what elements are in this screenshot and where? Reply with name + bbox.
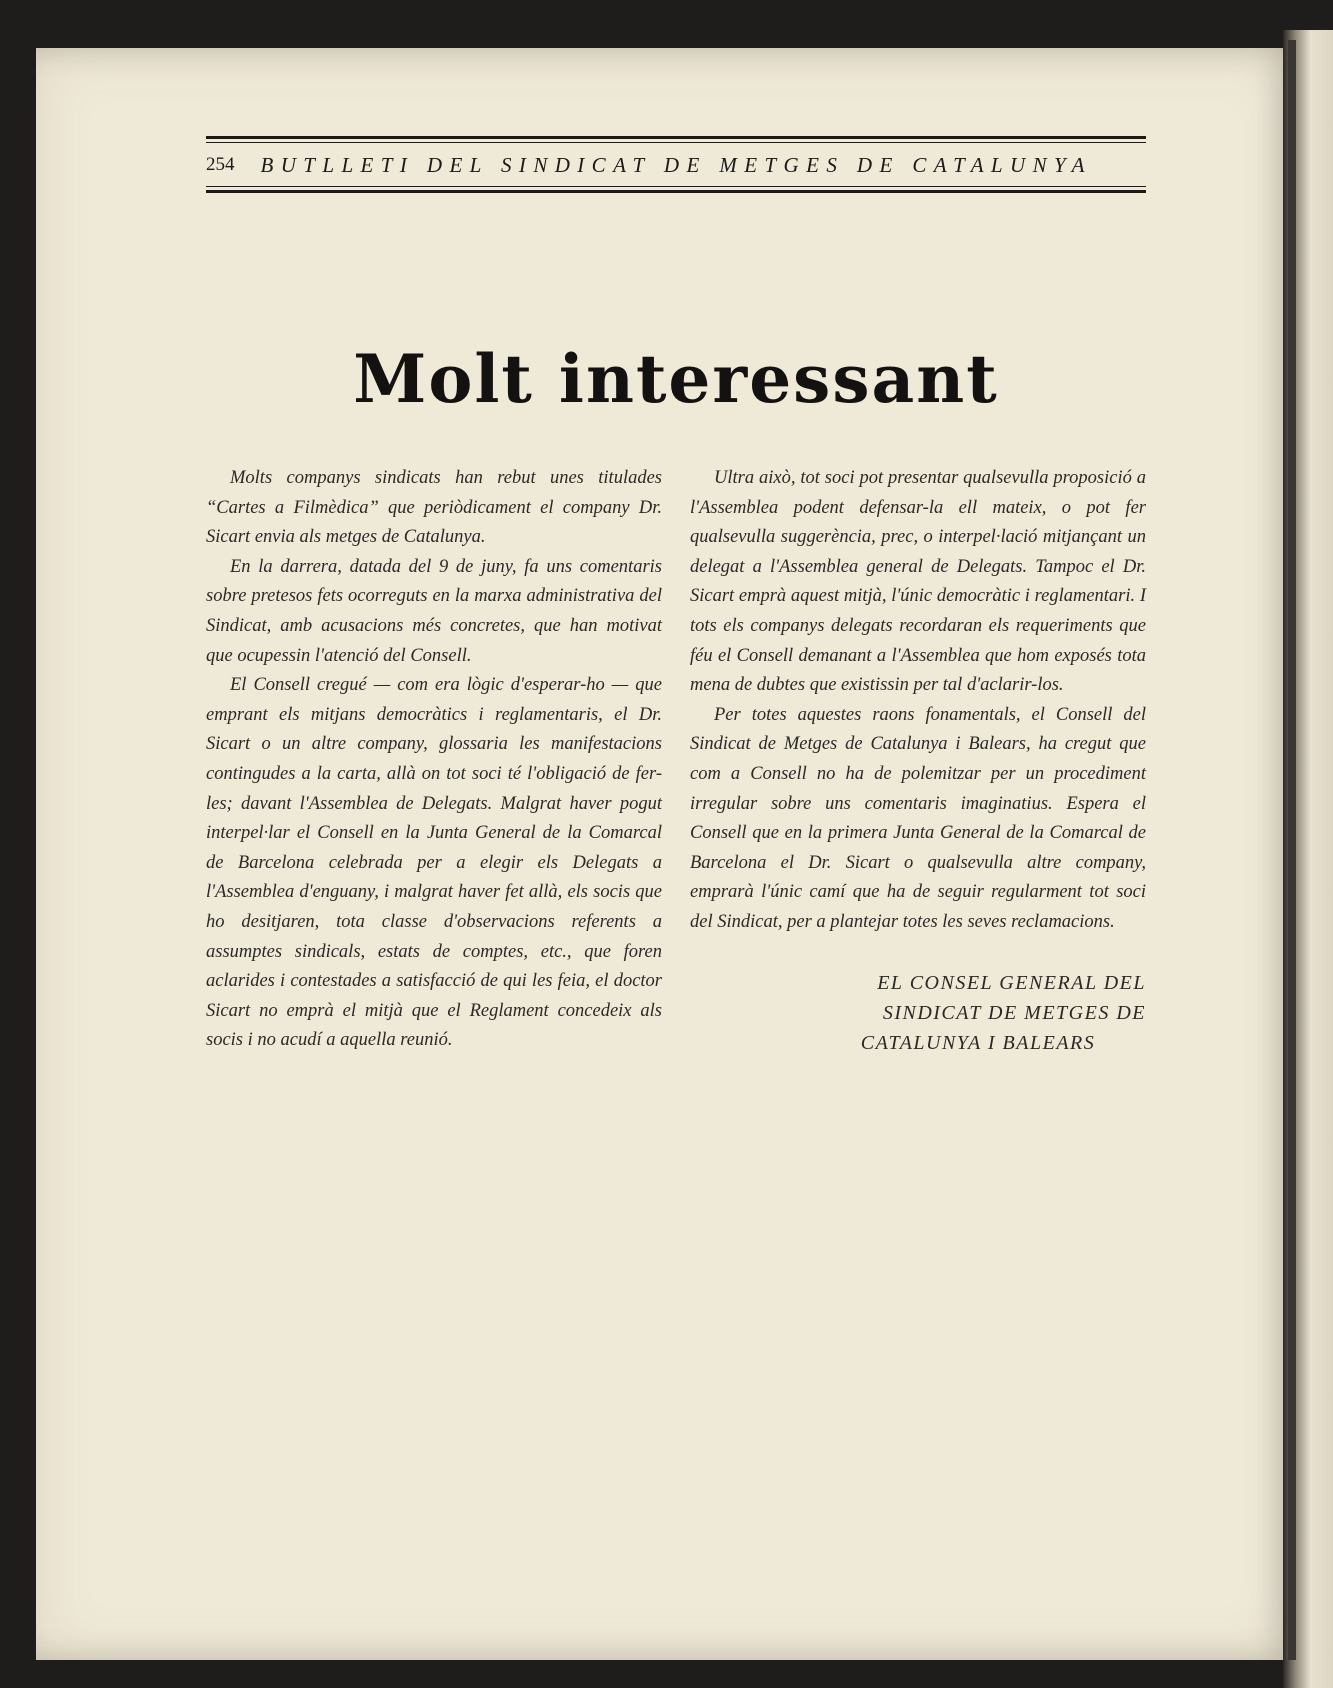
article-title: Molt interessant	[353, 340, 999, 418]
header-rule-bottom	[206, 190, 1146, 193]
signature-line: EL CONSEL GENERAL DEL	[877, 971, 1146, 994]
paragraph: En la darrera, datada del 9 de juny, fa uns comentaris sobre pretesos fets ocorreguts en la marxa administrativa del Sindicat, amb acusacions més concretes, que han motivat que ocupessin l'atenció del Consell.	[206, 556, 662, 666]
page-number: 254	[206, 154, 235, 175]
paragraph: Ultra això, tot soci pot presentar qualsevulla proposició a l'Assemblea podent defensar-la ell mateix, o pot fer qualsevulla suggerència, prec, o interpel·lació mitjançant un delegat a l'Assemblea general de Delegats. Tampoc el Dr. Sicart emprà aquest mitjà, l'únic democràtic i reglamentari. I tots els companys delegats recordaran els requeriments que féu el Consell demanant a l'Assemblea que hom exposés tota mena de dubtes que existissin per tal d'aclarir-los.	[690, 468, 1146, 696]
running-header	[206, 148, 1146, 182]
signature-line: CATALUNYA I BALEARS	[860, 1031, 1096, 1054]
signature-block	[690, 968, 1146, 1058]
header-rule-top	[206, 136, 1146, 139]
header-rule-top-thin	[206, 142, 1146, 143]
left-column	[206, 464, 662, 1056]
paragraph: El Consell cregué — com era lògic d'esperar-ho — que emprant els mitjans democràtics i reglamentaris, el Dr. Sicart o un altre company, glossaria les manifestacions contingudes a la carta, allà on tot soci té l'obligació de fer-les; davant l'Assemblea de Delegats. Malgrat haver pogut interpel·lar el Consell en la Junta General de la Comarcal de Barcelona celebrada per a elegir els Delegats a l'Assemblea d'enguany, i malgrat haver fet allà, els socis que ho desitjaren, tota classe d'observacions referents a assumptes sindicals, estats de comptes, etc., que foren aclarides i contestades a satisfacció de qui les feia, el doctor Sicart no emprà el mitjà que el Reglament concedeix als socis i no acudí a aquella reunió.	[206, 675, 662, 1051]
journal-title: BUTLLETI DEL SINDICAT DE METGES DE CATALUNYA	[260, 152, 1092, 177]
page-edge	[1288, 40, 1296, 1660]
header-rule-bottom-thin	[206, 186, 1146, 187]
paragraph: Per totes aquestes raons fonamentals, el Consell del Sindicat de Metges de Catalunya i Balears, ha cregut que com a Consell no ha de polemitzar per un procediment irregular sobre uns comentaris imaginatius. Espera el Consell que en la primera Junta General de la Comarcal de Barcelona el Dr. Sicart o qualsevulla altre company, emprarà l'únic camí que ha de seguir regularment tot soci del Sindicat, per a plantejar totes les seves reclamacions.	[690, 704, 1146, 932]
right-column	[690, 464, 1146, 1058]
signature-line: SINDICAT DE METGES DE	[882, 1001, 1146, 1024]
paragraph: Molts companys sindicats han rebut unes titulades “Cartes a Filmèdica” que periòdicament el company Dr. Sicart envia als metges de Catalunya.	[206, 468, 662, 548]
